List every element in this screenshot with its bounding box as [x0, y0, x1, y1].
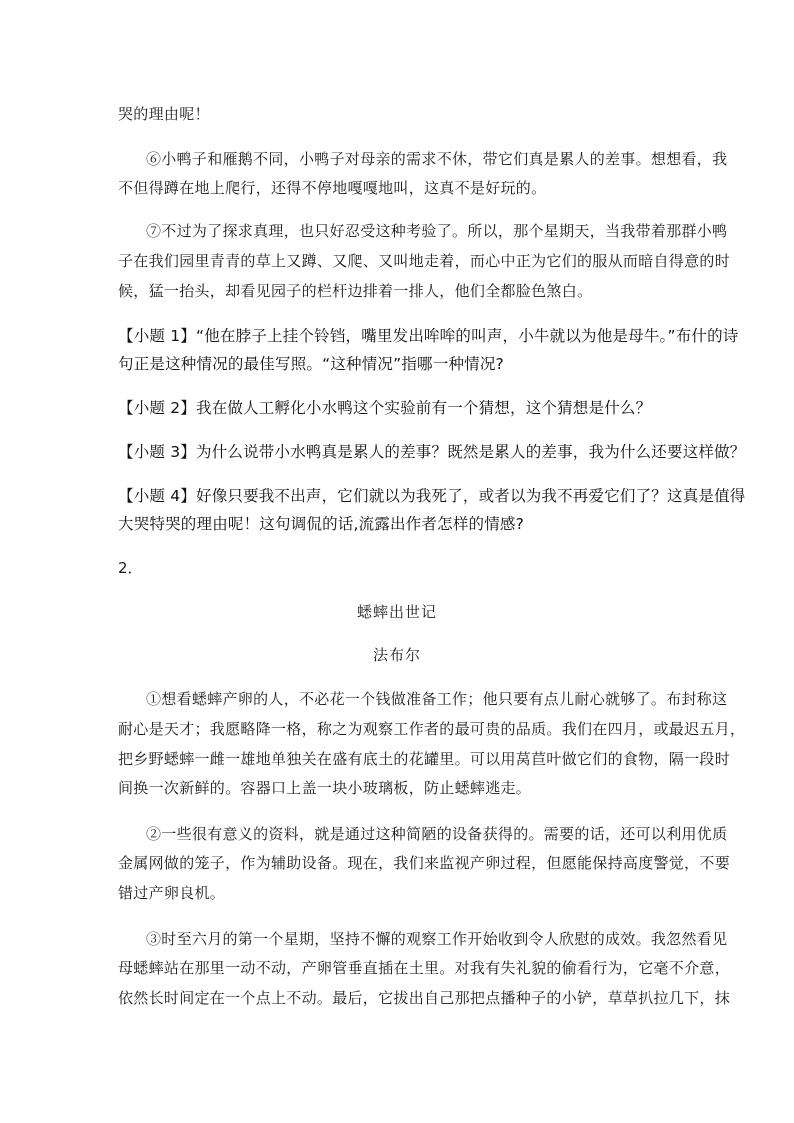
passage-line: 哭的理由呢！	[118, 105, 210, 123]
passage-line: 候，猛一抬头，却看见园子的栏杆边排着一排人，他们全都脸色煞白。	[118, 282, 593, 300]
passage-line: ⑥小鸭子和雁鹅不同，小鸭子对母亲的需求不休，带它们真是累人的差事。想想看，我	[146, 150, 728, 168]
question-4: 【小题 4】好像只要我不出声，它们就以为我死了，或者以为我不再爱它们了？这真是值得	[118, 487, 746, 505]
article-author: 法布尔	[372, 646, 421, 664]
question-2: 【小题 2】我在做人工孵化小水鸭这个实验前有一个猜想，这个猜想是什么？	[118, 399, 652, 417]
article-line: 耐心是天才；我愿略降一格，称之为观察工作者的最可贵的品质。我们在四月，或最迟五月，	[118, 720, 746, 738]
article-line: ①想看蟋蟀产卵的人，不必花一个钱做准备工作；他只要有点儿耐心就够了。布封称这	[146, 690, 728, 708]
question-number: 2．	[118, 559, 143, 577]
article-line: ②一些很有意义的资料，就是通过这种简陋的设备获得的。需要的话，还可以利用优质	[146, 825, 728, 843]
passage-line: 不但得蹲在地上爬行，还得不停地嘎嘎地叫，这真不是好玩的。	[118, 179, 547, 197]
question-3: 【小题 3】为什么说带小水鸭真是累人的差事？既然是累人的差事，我为什么还要这样做？	[118, 443, 746, 461]
question-4-cont: 大哭特哭的理由呢！这句调侃的话,流露出作者怎样的情感?	[118, 515, 525, 533]
article-title: 蟋蟀出世记	[356, 603, 437, 621]
article-line: 依然长时间定在一个点上不动。最后，它拔出自己那把点播种子的小铲，草草扒拉几下，抹	[118, 989, 731, 1007]
article-line: 金属网做的笼子，作为辅助设备。现在，我们来监视产卵过程，但愿能保持高度警觉，不要	[118, 854, 731, 872]
article-line: 母蟋蟀站在那里一动不动，产卵管垂直插在土里。对我有失礼貌的偷看行为，它毫不介意，	[118, 959, 731, 977]
question-1-cont: 句正是这种情况的最佳写照。“这种情况”指哪一种情况?	[118, 355, 504, 373]
passage-line: 子在我们园里青青的草上又蹲、又爬、又叫地走着，而心中正为它们的服从而暗自得意的时	[118, 252, 731, 270]
question-1: 【小题 1】“他在脖子上挂个铃铛，嘴里发出哞哞的叫声，小牛就以为他是母牛。”布什的诗	[118, 327, 739, 345]
article-line: 间换一次新鲜的。容器口上盖一块小玻璃板，防止蟋蟀逃走。	[118, 779, 532, 797]
article-line: ③时至六月的第一个星期，坚持不懈的观察工作开始收到令人欣慰的成效。我忽然看见	[146, 930, 728, 948]
passage-line: ⑦不过为了探求真理，也只好忍受这种考验了。所以，那个星期天，当我带着那群小鸭	[146, 222, 728, 240]
article-line: 错过产卵良机。	[118, 884, 226, 902]
article-line: 把乡野蟋蟀一雌一雄地单独关在盛有底土的花罐里。可以用莴苣叶做它们的食物，隔一段时	[118, 750, 731, 768]
